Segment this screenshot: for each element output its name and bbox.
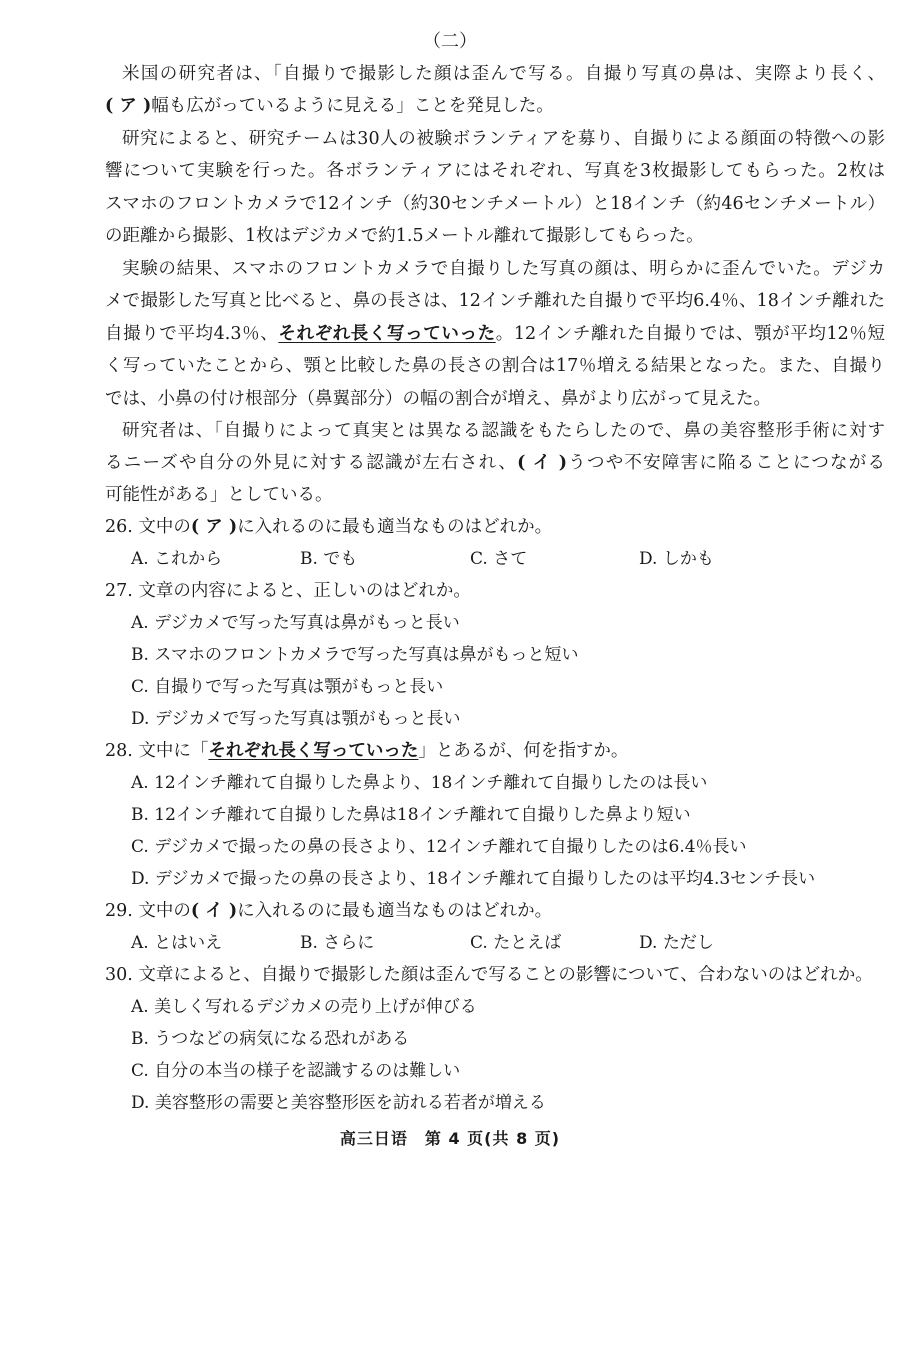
passage-line: では、小鼻の付け根部分（鼻翼部分）の幅の割合が増え、鼻がより広がって見えた。 xyxy=(105,389,772,409)
option-a[interactable]: A. これから xyxy=(131,549,223,569)
stem-text: 28. 文中に「 xyxy=(105,741,209,761)
option-b[interactable]: B. さらに xyxy=(300,933,375,953)
option-d[interactable]: D. デジカメで撮ったの鼻の長さより、18インチ離れて自撮りしたのは平均4.3センチ長い xyxy=(131,869,816,889)
option-d[interactable]: D. しかも xyxy=(639,549,714,569)
option-a[interactable]: A. 12インチ離れて自撮りした鼻より、18インチ離れて自撮りしたのは長い xyxy=(131,773,708,793)
option-a[interactable]: A. とはいえ xyxy=(131,933,223,953)
passage-text: 自撮りで平均4.3％、 xyxy=(105,324,279,344)
passage-text: 。12インチ離れた自撮りでは、顎が平均12％短 xyxy=(495,324,885,344)
option-b[interactable]: B. でも xyxy=(300,549,358,569)
option-c[interactable]: C. 自撮りで写った写真は顎がもっと長い xyxy=(131,677,444,697)
option-b[interactable]: B. うつなどの病気になる恐れがある xyxy=(131,1029,410,1049)
passage-line: の距離から撮影、1枚はデジカメで約1.5メートル離れて撮影してもらった。 xyxy=(105,226,704,246)
option-a[interactable]: A. デジカメで写った写真は鼻がもっと長い xyxy=(131,613,460,633)
passage-text: るニーズや自分の外見に対する認識が左右され、 xyxy=(105,453,518,473)
passage-line: く写っていたことから、顎と比較した鼻の長さの割合は17％増える結果となった。また、自撮り xyxy=(105,356,885,376)
option-c[interactable]: C. 自分の本当の様子を認識するのは難しい xyxy=(131,1061,461,1081)
passage-line xyxy=(105,447,885,479)
section-title: （二） xyxy=(423,31,477,52)
option-b[interactable]: B. スマホのフロントカメラで写った写真は鼻がもっと短い xyxy=(131,645,579,665)
passage-line: 研究によると、研究チームは30人の被験ボランティアを募り、自撮りによる顔面の特徴への影 xyxy=(122,129,885,149)
option-d[interactable]: D. デジカメで写った写真は顎がもっと長い xyxy=(131,709,461,729)
passage-line: 米国の研究者は、「自撮りで撮影した顔は歪んで写る。自撮り写真の鼻は、実際より長く、 xyxy=(122,64,885,84)
passage-text: 幅も広がっているように見える」ことを発見した。 xyxy=(151,96,554,116)
question-stem xyxy=(105,895,885,927)
page-footer: 高三日语 第 4 页(共 8 页) xyxy=(339,1129,561,1148)
option-d[interactable]: D. ただし xyxy=(639,933,714,953)
question-stem xyxy=(105,511,885,543)
option-d[interactable]: D. 美容整形の需要と美容整形医を訪れる若者が増える xyxy=(131,1093,546,1113)
option-c[interactable]: C. たとえば xyxy=(470,933,562,953)
passage-line xyxy=(105,318,885,350)
passage-line: 研究者は、「自撮りによって真実とは異なる認識をもたらしたので、鼻の美容整形手術に対す xyxy=(122,421,885,441)
question-stem xyxy=(105,735,885,767)
blank-i-marker: ( イ ) xyxy=(517,453,568,473)
blank-i-marker: ( イ ) xyxy=(190,901,238,921)
question-stem: 27. 文章の内容によると、正しいのはどれか。 xyxy=(105,581,471,601)
option-c[interactable]: C. デジカメで撮ったの鼻の長さより、12インチ離れて自撮りしたのは6.4％長い xyxy=(131,837,747,857)
option-a[interactable]: A. 美しく写れるデジカメの売り上げが伸びる xyxy=(131,997,477,1017)
stem-text: 26. 文中の xyxy=(105,517,191,537)
passage-line: 響について実験を行った。各ボランティアにはそれぞれ、写真を3枚撮影してもらった。2枚は xyxy=(105,161,885,181)
question-stem: 30. 文章によると、自撮りで撮影した顔は歪んで写ることの影響について、合わないのはどれか。 xyxy=(105,965,873,985)
passage-line: 可能性がある」としている。 xyxy=(105,485,333,505)
option-c[interactable]: C. さて xyxy=(470,549,528,569)
blank-a-marker: ( ア ) xyxy=(105,96,152,116)
passage-line: 実験の結果、スマホのフロントカメラで自撮りした写真の顔は、明らかに歪んでいた。デジカ xyxy=(122,259,885,279)
passage-line: スマホのフロントカメラで12インチ（約30センチメートル）と18インチ（約46センチメートル） xyxy=(105,194,885,214)
stem-text: 」とあるが、何を指すか。 xyxy=(418,741,629,761)
stem-text: 29. 文中の xyxy=(105,901,191,921)
stem-text: に入れるのに最も適当なものはどれか。 xyxy=(237,901,553,921)
stem-text: に入れるのに最も適当なものはどれか。 xyxy=(237,517,553,537)
passage-text: うつや不安障害に陥ることにつながる xyxy=(567,453,885,473)
option-b[interactable]: B. 12インチ離れて自撮りした鼻は18インチ離れて自撮りした鼻より短い xyxy=(131,805,691,825)
underlined-phrase: それぞれ長く写っていった xyxy=(208,741,419,761)
blank-a-marker: ( ア ) xyxy=(190,517,238,537)
passage-line: メで撮影した写真と比べると、鼻の長さは、12インチ離れた自撮りで平均6.4％、18インチ離れた xyxy=(105,291,885,311)
underlined-phrase: それぞれ長く写っていった xyxy=(278,324,496,344)
passage-line xyxy=(105,90,885,122)
